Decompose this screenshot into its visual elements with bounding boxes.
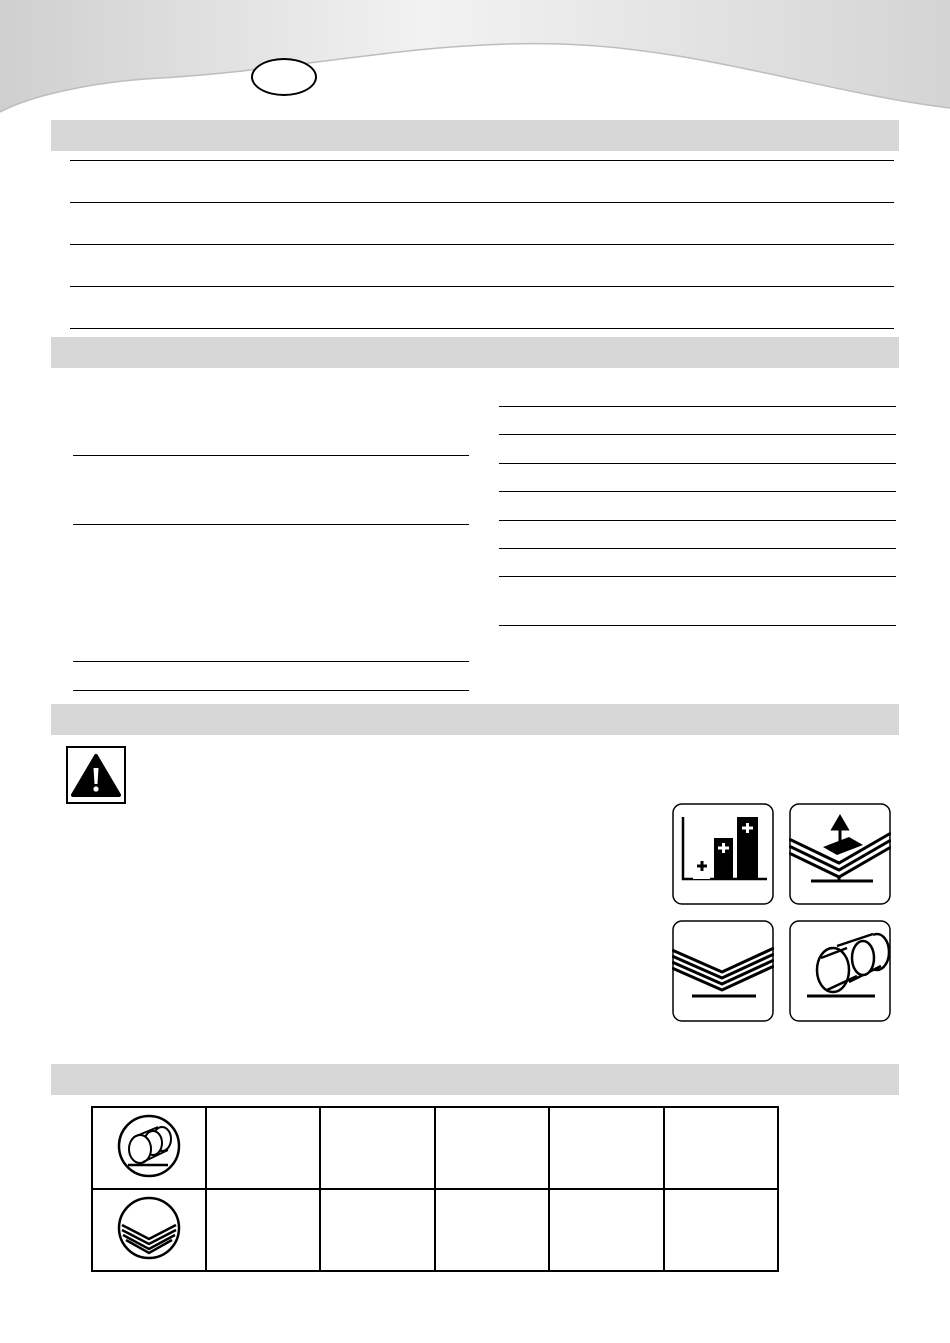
section-header-3 — [51, 704, 899, 735]
table-row — [92, 1107, 778, 1189]
rule — [70, 286, 894, 287]
section-header-2 — [51, 337, 899, 368]
rule — [499, 625, 896, 626]
table-row — [92, 1189, 778, 1271]
paper-stack-icon — [672, 920, 774, 1022]
rule — [499, 491, 896, 492]
rule — [70, 328, 894, 329]
section-header-4 — [51, 1064, 899, 1095]
warning-triangle-icon — [68, 748, 124, 802]
table-cell — [320, 1189, 434, 1271]
table-cell — [664, 1189, 778, 1271]
rule — [499, 520, 896, 521]
bar-chart-plus-icon — [672, 803, 774, 905]
table-cell — [435, 1107, 549, 1189]
rule — [73, 661, 469, 662]
table-cell — [206, 1189, 320, 1271]
paper-capacity-table — [91, 1106, 779, 1272]
table-cell — [549, 1189, 663, 1271]
row-icon-cell — [92, 1189, 206, 1271]
rule — [499, 548, 896, 549]
warning-box — [66, 746, 126, 804]
paper-stack-icon — [116, 1195, 182, 1261]
roll-icon — [789, 920, 891, 1022]
rule — [499, 576, 896, 577]
table-cell — [320, 1107, 434, 1189]
table-cell — [435, 1189, 549, 1271]
table-cell — [549, 1107, 663, 1189]
row-icon-cell — [92, 1107, 206, 1189]
rule — [70, 202, 894, 203]
rule — [499, 434, 896, 435]
table-cell — [206, 1107, 320, 1189]
table-cell — [664, 1107, 778, 1189]
rule — [73, 690, 469, 691]
rule — [499, 406, 896, 407]
rule — [73, 455, 469, 456]
section-header-1 — [51, 120, 899, 151]
header-wave — [0, 0, 950, 130]
rule — [70, 244, 894, 245]
rule — [70, 160, 894, 161]
paper-lift-icon — [789, 803, 891, 905]
language-badge — [251, 58, 317, 96]
rule — [499, 463, 896, 464]
roll-icon — [116, 1113, 182, 1179]
rule — [73, 524, 469, 525]
